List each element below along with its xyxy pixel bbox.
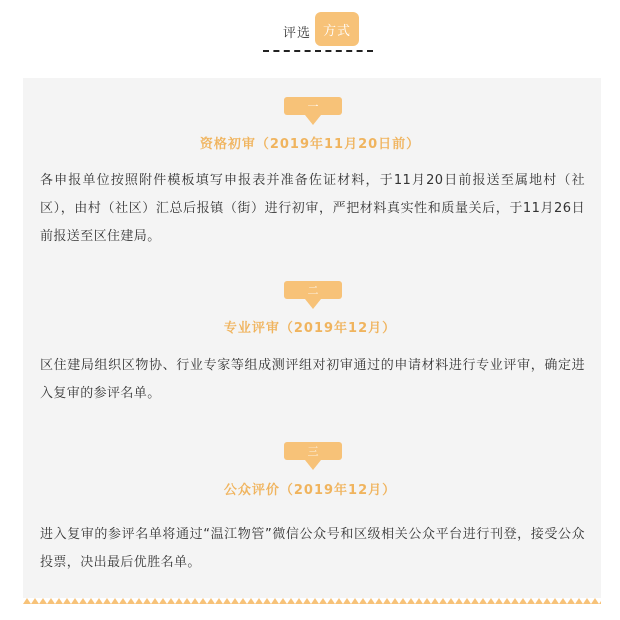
- header-dashed-underline: [263, 50, 373, 52]
- zigzag-border: [23, 596, 601, 604]
- step-1-body: 各申报单位按照附件模板填写申报表并准备佐证材料，于11月20日前报送至属地村（社区），由村（社区）汇总后报镇（街）进行初审，严把材料真实性和质量关后，于11月26日前报送至区住建局。: [40, 173, 585, 244]
- step-3-body: 进入复审的参评名单将通过“温江物管”微信公众号和区级相关公众平台进行刊登，接受公众投票，决出最后优胜名单。: [40, 527, 585, 570]
- step-3-title: 公众评价（2019年12月）: [223, 483, 397, 498]
- section-header: [0, 0, 620, 60]
- header-highlight-box: [315, 12, 359, 46]
- step-2-title: 专业评审（2019年12月）: [223, 321, 397, 336]
- step-3-badge: [284, 442, 342, 460]
- step-1-title: 资格初审（2019年11月20日前）: [199, 137, 421, 152]
- step-2-number: 二: [307, 284, 319, 297]
- step-1-badge: [284, 97, 342, 115]
- step-3-number: 三: [307, 445, 319, 458]
- step-1-number: 一: [307, 100, 319, 113]
- content-panel: [23, 78, 601, 598]
- step-2-body: 区住建局组织区物协、行业专家等组成测评组对初审通过的申请材料进行专业评审，确定进入复审的参评名单。: [40, 358, 585, 401]
- header-prefix: 评选: [283, 26, 312, 41]
- header-highlight-text: 方式: [322, 23, 351, 39]
- step-2-badge: [284, 281, 342, 299]
